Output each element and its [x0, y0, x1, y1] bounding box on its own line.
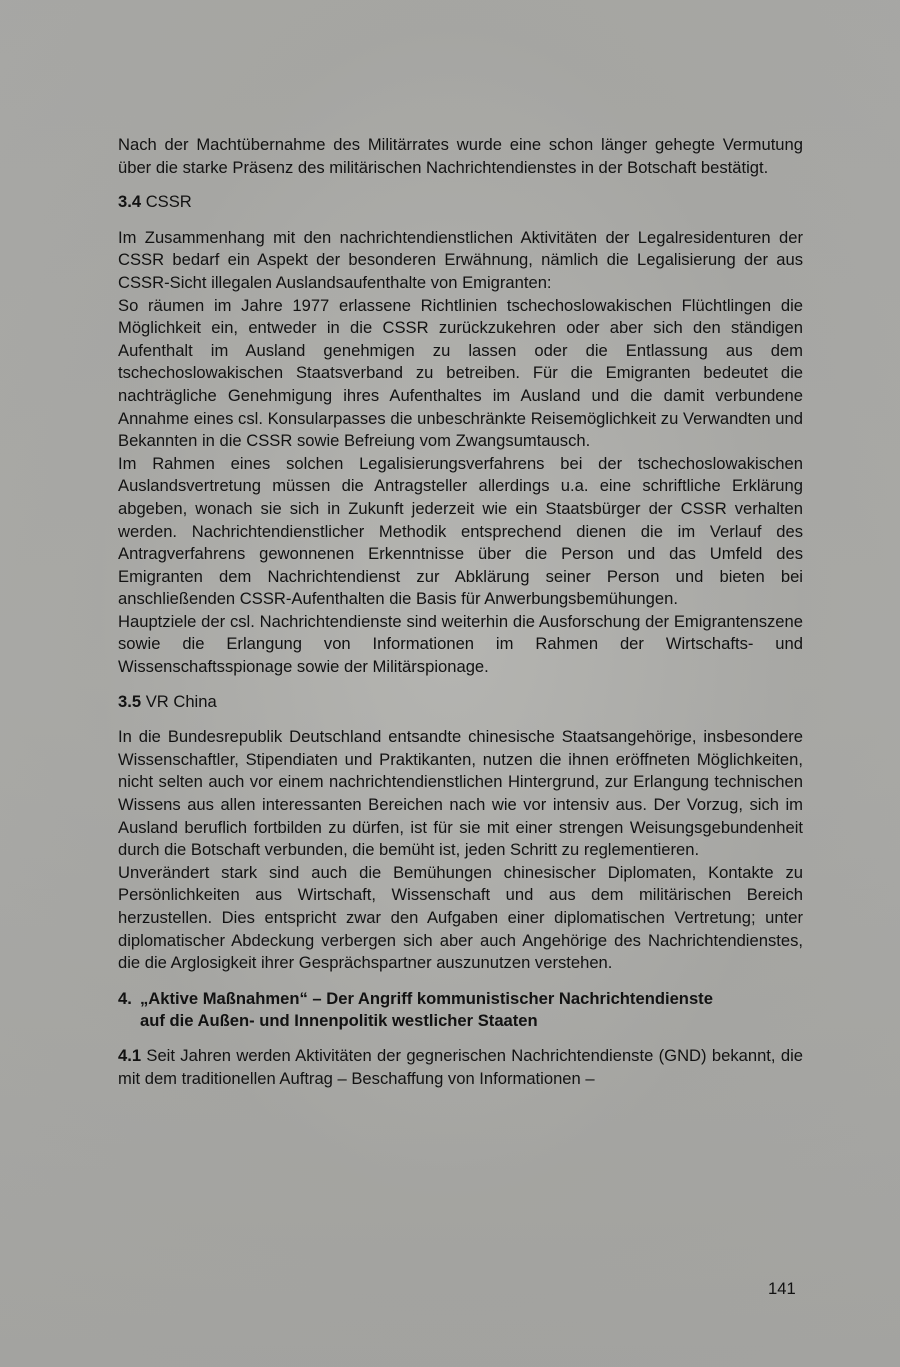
- spacer: [118, 713, 803, 726]
- chapter-heading: [118, 988, 803, 1033]
- section-number: 4.1: [118, 1045, 142, 1065]
- paragraph-main-targets: Hauptziele der csl. Nachrichtendienste sind weiterhin die Ausforschung der Emigrantenszene sowie die Erlangung von Informationen im Rahmen der Wirtschafts- und Wissenschaftsspionage sowie der Militärspionage.: [118, 611, 803, 677]
- paragraph-chinese-diplomats: Unverändert stark sind auch die Bemühungen chinesischer Diplomaten, Kontakte zu Persönlichkeiten aus Wirtschaft, Wissenschaft und aus dem militärischen Bereich herzustellen. Dies entspricht zwar den Aufgaben einer diplomatischen Vertretung; unter diplomatischer Abdeckung verbergen sich aber auch Angehörige des Nachrichtendienstes, die die Arglosigkeit ihrer Gesprächspartner auszunutzen verstehen.: [118, 862, 803, 973]
- paragraph-chinese-nationals: In die Bundesrepublik Deutschland entsandte chinesische Staatsangehörige, insbesondere Wissenschaftler, Stipendiaten und Praktikanten, nutzen die ihnen eröffneten Möglichkeiten, nicht selten auch vor einem nachrichtendienstlichen Hintergrund, zur Erlangung technischen Wissens aus allen interessanten Bereichen nach wie vor intensiv aus. Der Vorzug, sich im Ausland beruflich fortbilden zu dürfen, ist für sie mit einer strengen Weisungsgebundenheit durch die Botschaft verbunden, die bemüht ist, jeden Schritt zu reglementieren.: [118, 727, 803, 860]
- section-heading-cssr: [118, 191, 803, 214]
- spacer: [118, 214, 803, 227]
- chapter-title-line: auf die Außen- und Innenpolitik westlicher Staaten: [140, 1011, 538, 1031]
- paragraph-guidelines-1977: So räumen im Jahre 1977 erlassene Richtlinien tschechoslowakischen Flüchtlingen die Möglichkeit ein, entweder in die CSSR zurückzukehren oder aber sich den ständigen Aufenthalt im Ausland genehmigen zu lassen oder die Entlassung aus dem tschechoslowakischen Staatsverband zu betreiben. Für die Emigranten bedeutet die nachträgliche Genehmigung ihres Aufenthaltes im Ausland und die damit verbundene Annahme eines csl. Konsularpasses die unbeschränkte Reisemöglichkeit zu Verwandten und Bekannten in die CSSR sowie Befreiung vom Zwangsumtausch.: [118, 295, 803, 451]
- page-number: 141: [768, 1279, 796, 1298]
- paragraph-legalization: Im Zusammenhang mit den nachrichtendienstlichen Aktivitäten der Legalresidenturen der CSSR bedarf ein Aspekt der besonderen Erwähnung, nämlich die Legalisierung der aus CSSR-Sicht illegalen Auslandsaufenthalte von Emigranten:: [118, 227, 803, 292]
- paragraph-military-council: Nach der Machtübernahme des Militärrates wurde eine schon länger gehegte Vermutung über die starke Präsenz des militärischen Nachrichtendienstes in der Botschaft bestätigt.: [118, 135, 803, 177]
- section-number: 3.5: [118, 691, 142, 711]
- page-body: [118, 134, 803, 1090]
- paragraph-active-measures: [118, 1045, 803, 1090]
- section-title: VR China: [141, 691, 217, 711]
- section-title: CSSR: [141, 192, 192, 212]
- chapter-title-line: „Aktive Maßnahmen“ – Der Angriff kommunistischer Nachrichtendienste: [140, 988, 713, 1008]
- chapter-title: [140, 988, 713, 1033]
- spacer: [118, 679, 803, 691]
- spacer: [118, 975, 803, 988]
- chapter-number: 4.: [118, 988, 132, 1008]
- paragraph-text: Seit Jahren werden Aktivitäten der gegnerischen Nachrichtendienste (GND) bekannt, die mit dem traditionellen Auftrag – Beschaffung von Informationen –: [118, 1045, 803, 1088]
- paragraph-legalization-procedure: Im Rahmen eines solchen Legalisierungsverfahrens bei der tschechoslowakischen Auslandsvertretung müssen die Antragsteller allerdings u.a. eine schriftliche Erklärung abgeben, wonach sie sich in Zukunft jederzeit wie ein Staatsbürger der CSSR verhalten werden. Nachrichtendienstlicher Methodik entsprechend dienen die im Verlauf des Antragverfahrens gewonnenen Erkenntnisse über die Person und das Umfeld des Emigranten dem Nachrichtendienst zur Abklärung seiner Person und bieten bei anschließenden CSSR-Aufenthalten die Basis für Anwerbungsbemühungen.: [118, 453, 803, 609]
- section-number: 3.4: [118, 192, 142, 212]
- spacer: [118, 1033, 803, 1045]
- spacer: [118, 179, 803, 191]
- section-heading-china: [118, 691, 803, 714]
